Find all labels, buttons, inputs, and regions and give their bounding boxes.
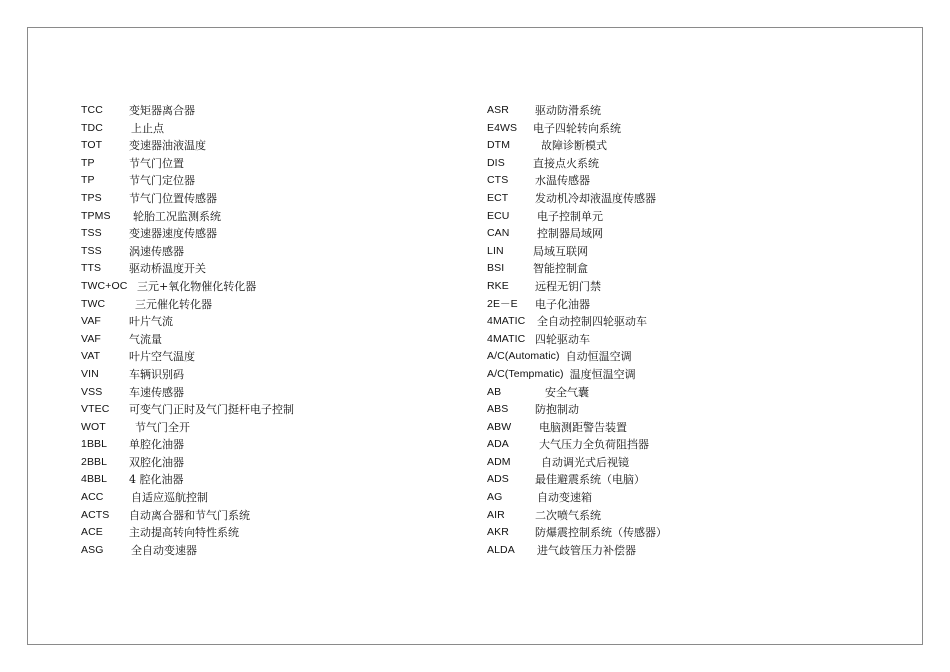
abbreviation-term: TPS	[81, 191, 102, 204]
glossary-entry	[487, 436, 667, 454]
abbreviation-term: VTEC	[81, 403, 110, 416]
glossary-entry	[81, 419, 294, 437]
abbreviation-term: 4MATIC	[487, 332, 526, 345]
abbreviation-meaning: 发动机冷却液温度传感器	[535, 191, 656, 205]
glossary-entry	[487, 208, 667, 226]
glossary-entry	[81, 542, 294, 560]
abbreviation-term: 4MATIC	[487, 315, 526, 328]
abbreviation-term: ADS	[487, 473, 509, 486]
abbreviation-term: ASG	[81, 543, 104, 556]
abbreviation-term: TP	[81, 174, 95, 187]
glossary-entry	[81, 348, 294, 366]
abbreviation-meaning: 变速器速度传感器	[129, 227, 217, 241]
glossary-entry	[487, 172, 667, 190]
glossary-entry	[81, 524, 294, 542]
glossary-entry	[487, 507, 667, 525]
abbreviation-term: AIR	[487, 508, 505, 521]
glossary-entry	[81, 507, 294, 525]
abbreviation-meaning: 驱动防滑系统	[535, 104, 601, 117]
abbreviation-meaning: 电脑测距警告装置	[539, 420, 627, 434]
abbreviation-term: TDC	[81, 121, 103, 134]
glossary-entry	[487, 102, 667, 120]
abbreviation-term: TP	[81, 156, 95, 169]
abbreviation-meaning: 节气门位置传感器	[129, 191, 217, 205]
glossary-entry	[81, 190, 294, 208]
abbreviation-term: 1BBL	[81, 438, 108, 451]
abbreviation-meaning: 防抱制动	[535, 403, 579, 417]
glossary-entry	[81, 155, 294, 173]
glossary-entry	[487, 278, 667, 296]
abbreviation-term: 2BBL	[81, 455, 108, 468]
glossary-entry	[81, 331, 294, 349]
abbreviation-meaning: 控制器局域网	[537, 227, 603, 241]
glossary-entry	[487, 419, 667, 437]
abbreviation-term: ALDA	[487, 543, 515, 556]
abbreviation-meaning: 智能控制盒	[533, 262, 588, 276]
abbreviation-term: VAT	[81, 350, 101, 363]
abbreviation-term: VIN	[81, 367, 99, 380]
glossary-entry	[487, 401, 667, 419]
glossary-entry	[487, 542, 667, 560]
glossary-entry	[81, 313, 294, 331]
abbreviation-list-right	[487, 102, 667, 559]
abbreviation-term: ECU	[487, 209, 510, 222]
glossary-entry	[81, 120, 294, 138]
abbreviation-term: 2E－E	[487, 297, 518, 310]
glossary-entry	[487, 331, 667, 349]
glossary-entry	[487, 120, 667, 138]
glossary-entry	[81, 243, 294, 261]
abbreviation-meaning: 电子四轮转向系统	[533, 121, 621, 135]
abbreviation-meaning: 进气歧管压力补偿器	[537, 543, 636, 557]
glossary-entry	[81, 384, 294, 402]
abbreviation-term: VSS	[81, 385, 103, 398]
glossary-entry	[81, 471, 294, 489]
abbreviation-term: TSS	[81, 244, 102, 257]
abbreviation-meaning: 温度恒温空调	[569, 367, 636, 381]
abbreviation-meaning: 二次喷气系统	[535, 508, 601, 522]
abbreviation-term: RKE	[487, 279, 509, 292]
abbreviation-meaning: 叶片空气温度	[129, 350, 195, 364]
glossary-entry	[81, 454, 294, 472]
glossary-entry	[487, 225, 667, 243]
abbreviation-term: ABS	[487, 403, 509, 416]
abbreviation-term: AB	[487, 385, 502, 398]
abbreviation-term: WOT	[81, 420, 106, 433]
abbreviation-term: A/C(Automatic)	[487, 350, 560, 363]
abbreviation-meaning: 自动恒温空调	[565, 350, 632, 364]
abbreviation-meaning: 车速传感器	[129, 385, 184, 399]
abbreviation-term: A/C(Tempmatic)	[487, 367, 564, 380]
abbreviation-meaning: 节气门位置	[129, 156, 184, 170]
abbreviation-term: TCC	[81, 104, 103, 116]
abbreviation-meaning: 气流量	[129, 332, 162, 346]
abbreviation-meaning: 自动变速箱	[537, 491, 592, 505]
abbreviation-meaning: 三元+氧化物催化转化器	[137, 279, 257, 293]
glossary-entry	[487, 260, 667, 278]
abbreviation-meaning: 自动离合器和节气门系统	[129, 508, 250, 522]
abbreviation-term: TWC+OC	[81, 279, 128, 292]
abbreviation-term: ECT	[487, 191, 509, 204]
abbreviation-term: VAF	[81, 315, 101, 328]
abbreviation-meaning: 上止点	[131, 121, 164, 135]
glossary-entry	[81, 296, 294, 314]
glossary-entry	[81, 366, 294, 384]
abbreviation-term: ADM	[487, 455, 511, 468]
glossary-entry	[487, 384, 667, 402]
abbreviation-term: AKR	[487, 526, 509, 539]
abbreviation-meaning: 全自动变速器	[131, 543, 197, 557]
glossary-entry	[81, 260, 294, 278]
abbreviation-meaning: 直接点火系统	[533, 156, 599, 170]
abbreviation-meaning: 全自动控制四轮驱动车	[537, 315, 647, 329]
abbreviation-meaning: 远程无钥门禁	[535, 279, 601, 293]
abbreviation-term: DTM	[487, 139, 511, 152]
abbreviation-term: VAF	[81, 332, 101, 345]
glossary-entry	[487, 366, 667, 384]
glossary-entry	[487, 524, 667, 542]
glossary-entry	[81, 401, 294, 419]
glossary-entry	[487, 243, 667, 261]
glossary-entry	[81, 278, 294, 296]
abbreviation-term: 4BBL	[81, 473, 108, 486]
glossary-entry	[81, 172, 294, 190]
glossary-entry	[81, 102, 294, 120]
abbreviation-meaning: 安全气囊	[545, 385, 589, 399]
abbreviation-meaning: 自适应巡航控制	[131, 491, 208, 505]
abbreviation-meaning: 节气门定位器	[129, 174, 195, 188]
abbreviation-term: ADA	[487, 438, 509, 451]
abbreviation-meaning: 车辆识别码	[129, 367, 184, 381]
abbreviation-meaning: 自动调光式后视镜	[541, 455, 629, 469]
abbreviation-term: DIS	[487, 156, 505, 169]
abbreviation-meaning: 电子控制单元	[537, 209, 603, 223]
abbreviation-meaning: 双腔化油器	[129, 455, 184, 469]
abbreviation-term: TTS	[81, 262, 102, 275]
glossary-entry	[487, 489, 667, 507]
abbreviation-meaning: 主动提高转向特性系统	[129, 526, 239, 540]
glossary-entry	[81, 489, 294, 507]
abbreviation-term: BSI	[487, 262, 505, 275]
abbreviation-term: ACC	[81, 491, 104, 504]
abbreviation-meaning: 驱动桥温度开关	[129, 262, 206, 276]
abbreviation-meaning: 大气压力全负荷阻挡器	[539, 438, 649, 452]
abbreviation-meaning: 单腔化油器	[129, 438, 184, 452]
abbreviation-meaning: 可变气门正时及气门挺杆电子控制	[129, 403, 294, 417]
glossary-entry	[487, 155, 667, 173]
abbreviation-term: TPMS	[81, 209, 111, 222]
glossary-entry	[487, 190, 667, 208]
abbreviation-term: CTS	[487, 174, 509, 187]
abbreviation-term: TOT	[81, 139, 103, 152]
abbreviation-term: AG	[487, 491, 503, 504]
abbreviation-term: ACTS	[81, 508, 110, 521]
glossary-entry	[81, 208, 294, 226]
abbreviation-meaning: 电子化油器	[535, 297, 590, 311]
glossary-entry	[487, 137, 667, 155]
glossary-entry	[487, 471, 667, 489]
abbreviation-term: TWC	[81, 297, 106, 310]
abbreviation-term: CAN	[487, 227, 510, 240]
abbreviation-term: ASR	[487, 104, 509, 116]
abbreviation-term: TSS	[81, 227, 102, 240]
glossary-entry	[81, 137, 294, 155]
abbreviation-term: LIN	[487, 244, 504, 257]
abbreviation-meaning: 水温传感器	[535, 174, 590, 188]
abbreviation-list-left	[81, 102, 294, 559]
glossary-entry	[487, 296, 667, 314]
abbreviation-meaning: 最佳避震系统（电脑）	[535, 473, 645, 487]
abbreviation-meaning: 变矩器离合器	[129, 104, 195, 117]
glossary-entry	[487, 454, 667, 472]
abbreviation-meaning: 防爆震控制系统（传感器）	[535, 526, 667, 540]
abbreviation-term: ABW	[487, 420, 512, 433]
glossary-entry	[81, 436, 294, 454]
abbreviation-meaning: 局域互联网	[533, 244, 588, 258]
abbreviation-meaning: 轮胎工况监测系统	[133, 209, 221, 223]
glossary-entry	[487, 348, 667, 366]
abbreviation-meaning: 涡速传感器	[129, 244, 184, 258]
abbreviation-meaning: 叶片气流	[129, 315, 173, 329]
abbreviation-meaning: 三元催化转化器	[135, 297, 212, 311]
abbreviation-term: E4WS	[487, 121, 518, 134]
abbreviation-meaning: 变速器油液温度	[129, 139, 206, 153]
abbreviation-term: ACE	[81, 526, 103, 539]
abbreviation-meaning: 四轮驱动车	[535, 332, 590, 346]
abbreviation-meaning: 节气门全开	[135, 420, 190, 434]
abbreviation-meaning: 故障诊断模式	[541, 139, 607, 153]
abbreviation-meaning: 4 腔化油器	[129, 473, 184, 487]
glossary-entry	[81, 225, 294, 243]
glossary-entry	[487, 313, 667, 331]
